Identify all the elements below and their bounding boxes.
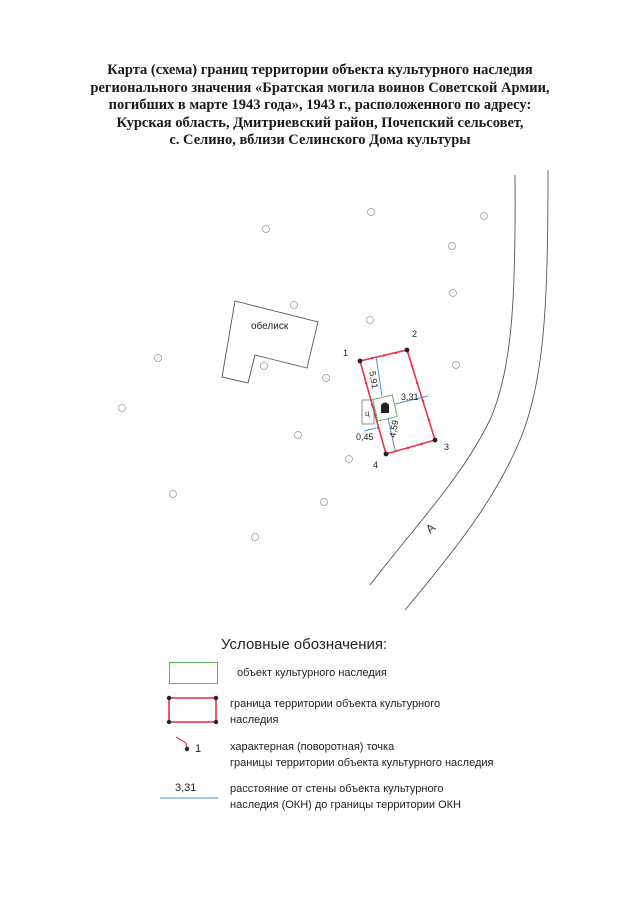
title-line-4: Курская область, Дмитриевский район, Почепский сельсовет,	[116, 114, 524, 131]
turning-point-4	[384, 452, 389, 457]
tree-marker	[368, 209, 375, 216]
legend-turning-point-number: 1	[195, 743, 202, 755]
legend-heritage-object-symbol	[169, 662, 218, 684]
tree-marker	[453, 362, 460, 369]
title-line-3: погибших в марте 1943 года», 1943 г., расположенного по адресу:	[108, 97, 532, 113]
small-building-label: ц	[365, 409, 370, 418]
tree-markers	[119, 209, 488, 541]
tree-marker	[450, 290, 457, 297]
legend-boundary-text: граница территории объекта культурного наследия	[230, 698, 441, 726]
title-line-5: с. Селино, вблизи Селинского Дома культуры	[169, 132, 471, 148]
tree-marker	[252, 534, 259, 541]
turning-point-label-4: 4	[373, 460, 379, 470]
turning-point-label-3: 3	[444, 442, 450, 452]
tree-marker	[346, 456, 353, 463]
tree-marker	[263, 226, 270, 233]
tree-marker	[291, 302, 298, 309]
tree-marker	[323, 375, 330, 382]
turning-point-2	[405, 348, 410, 353]
tree-marker	[367, 317, 374, 324]
distance-label-north: 5,91	[367, 370, 381, 390]
obelisk-outline	[222, 301, 318, 383]
legend-boundary-vertices	[167, 696, 218, 724]
tree-marker	[119, 405, 126, 412]
title-line-1: Карта (схема) границ территории объекта культурного наследия	[107, 62, 533, 78]
tree-marker	[481, 213, 488, 220]
tree-marker	[261, 363, 268, 370]
legend-turning-point-dot	[185, 747, 189, 751]
tree-marker	[170, 491, 177, 498]
turning-point-label-1: 1	[343, 348, 349, 358]
road-label: А	[422, 520, 439, 537]
obelisk-label: обелиск	[251, 321, 289, 332]
legend-distance-text: расстояние от стены объекта культурного наследия (ОКН) до границы территории ОКН	[230, 783, 461, 811]
legend-title: Условные обозначения:	[221, 636, 388, 653]
distance-line-west	[364, 428, 376, 431]
tree-marker	[321, 499, 328, 506]
legend-distance-number: 3,31	[175, 782, 197, 794]
turning-point-1	[358, 359, 363, 364]
distance-label-east: 3,31	[401, 392, 419, 402]
tree-marker	[155, 355, 162, 362]
tree-marker	[295, 432, 302, 439]
legend-heritage-object-text: объект культурного наследия	[237, 667, 387, 679]
title-line-2: регионального значения «Братская могила воинов Советской Армии,	[90, 79, 550, 96]
distance-label-south: 4,59	[387, 419, 401, 439]
turning-point-3	[433, 438, 438, 443]
grave-icon	[381, 403, 389, 414]
tree-marker	[449, 243, 456, 250]
road	[370, 170, 548, 610]
distance-label-west: 0,45	[356, 432, 374, 442]
legend-turning-point-symbol	[176, 737, 186, 743]
legend-turning-point-text: характерная (поворотная) точка границы территории объекта культурного наследия	[230, 741, 494, 769]
legend-boundary-symbol	[169, 698, 216, 722]
turning-point-label-2: 2	[412, 329, 418, 339]
